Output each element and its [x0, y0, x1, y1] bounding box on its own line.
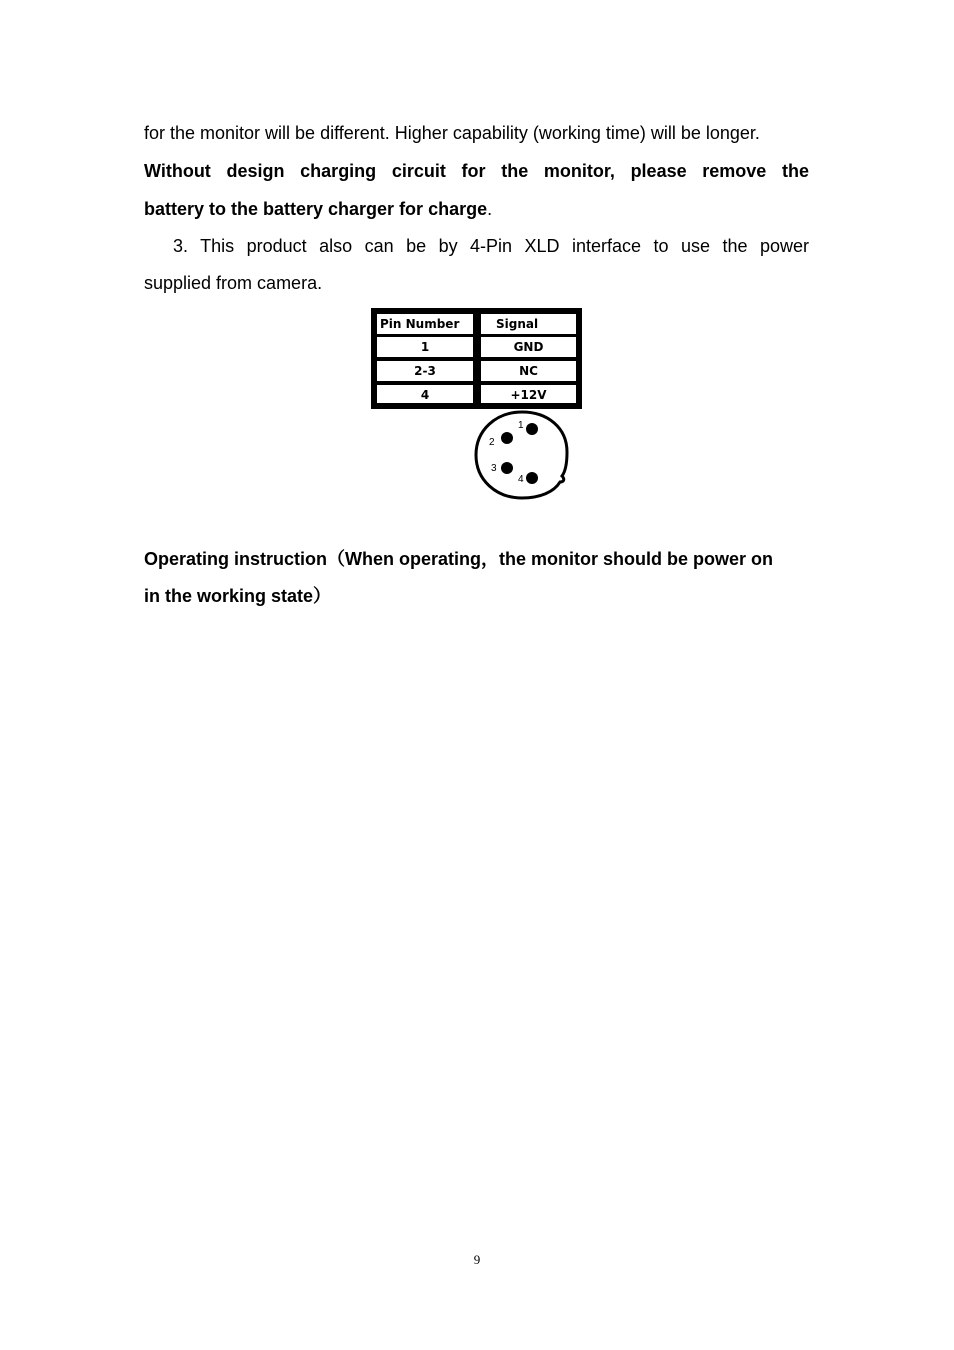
pin-table-header-signal: Signal [481, 314, 576, 334]
connector-pin-label: 3 [491, 463, 497, 474]
connector-pin-label: 4 [518, 474, 524, 485]
connector-pin-label: 2 [489, 437, 495, 448]
pin-table [371, 308, 582, 409]
pin-table-header-pin-number: Pin Number [377, 314, 473, 334]
paragraph-charging-warning-line1: Without design charging circuit for the monitor, please remove the [144, 161, 809, 181]
charging-warning-bold-text: battery to the battery charger for charge [144, 199, 488, 219]
xld-connector-diagram [470, 410, 580, 502]
connector-pin-4-dot [526, 472, 538, 484]
connector-pin-1-dot [526, 423, 538, 435]
pin-table-cell-signal: +12V [481, 385, 576, 403]
page-number: 9 [473, 1252, 481, 1267]
pin-table-cell-signal: NC [481, 361, 576, 381]
operating-instruction-line2: in the working state） [144, 586, 332, 606]
paragraph-xld-line1: 3. This product also can be by 4-Pin XLD interface to use the power [173, 236, 809, 256]
pin-table-cell-signal: GND [481, 337, 576, 357]
paragraph-xld-line2: supplied from camera. [144, 273, 323, 293]
pin-table-cell-pin: 1 [377, 337, 473, 357]
operating-instruction-line1: Operating instruction（When operating，the monitor should be power on [144, 549, 773, 569]
connector-pin-label: 1 [518, 420, 524, 431]
charging-warning-period: . [487, 199, 493, 219]
paragraph-charging-warning-line2 [144, 191, 809, 228]
connector-pin-3-dot [501, 462, 513, 474]
pin-table-cell-pin: 2-3 [377, 361, 473, 381]
paragraph-capacity: for the monitor will be different. Higher capability (working time) will be longer. [144, 123, 760, 143]
connector-pin-2-dot [501, 432, 513, 444]
pin-table-cell-pin: 4 [377, 385, 473, 403]
